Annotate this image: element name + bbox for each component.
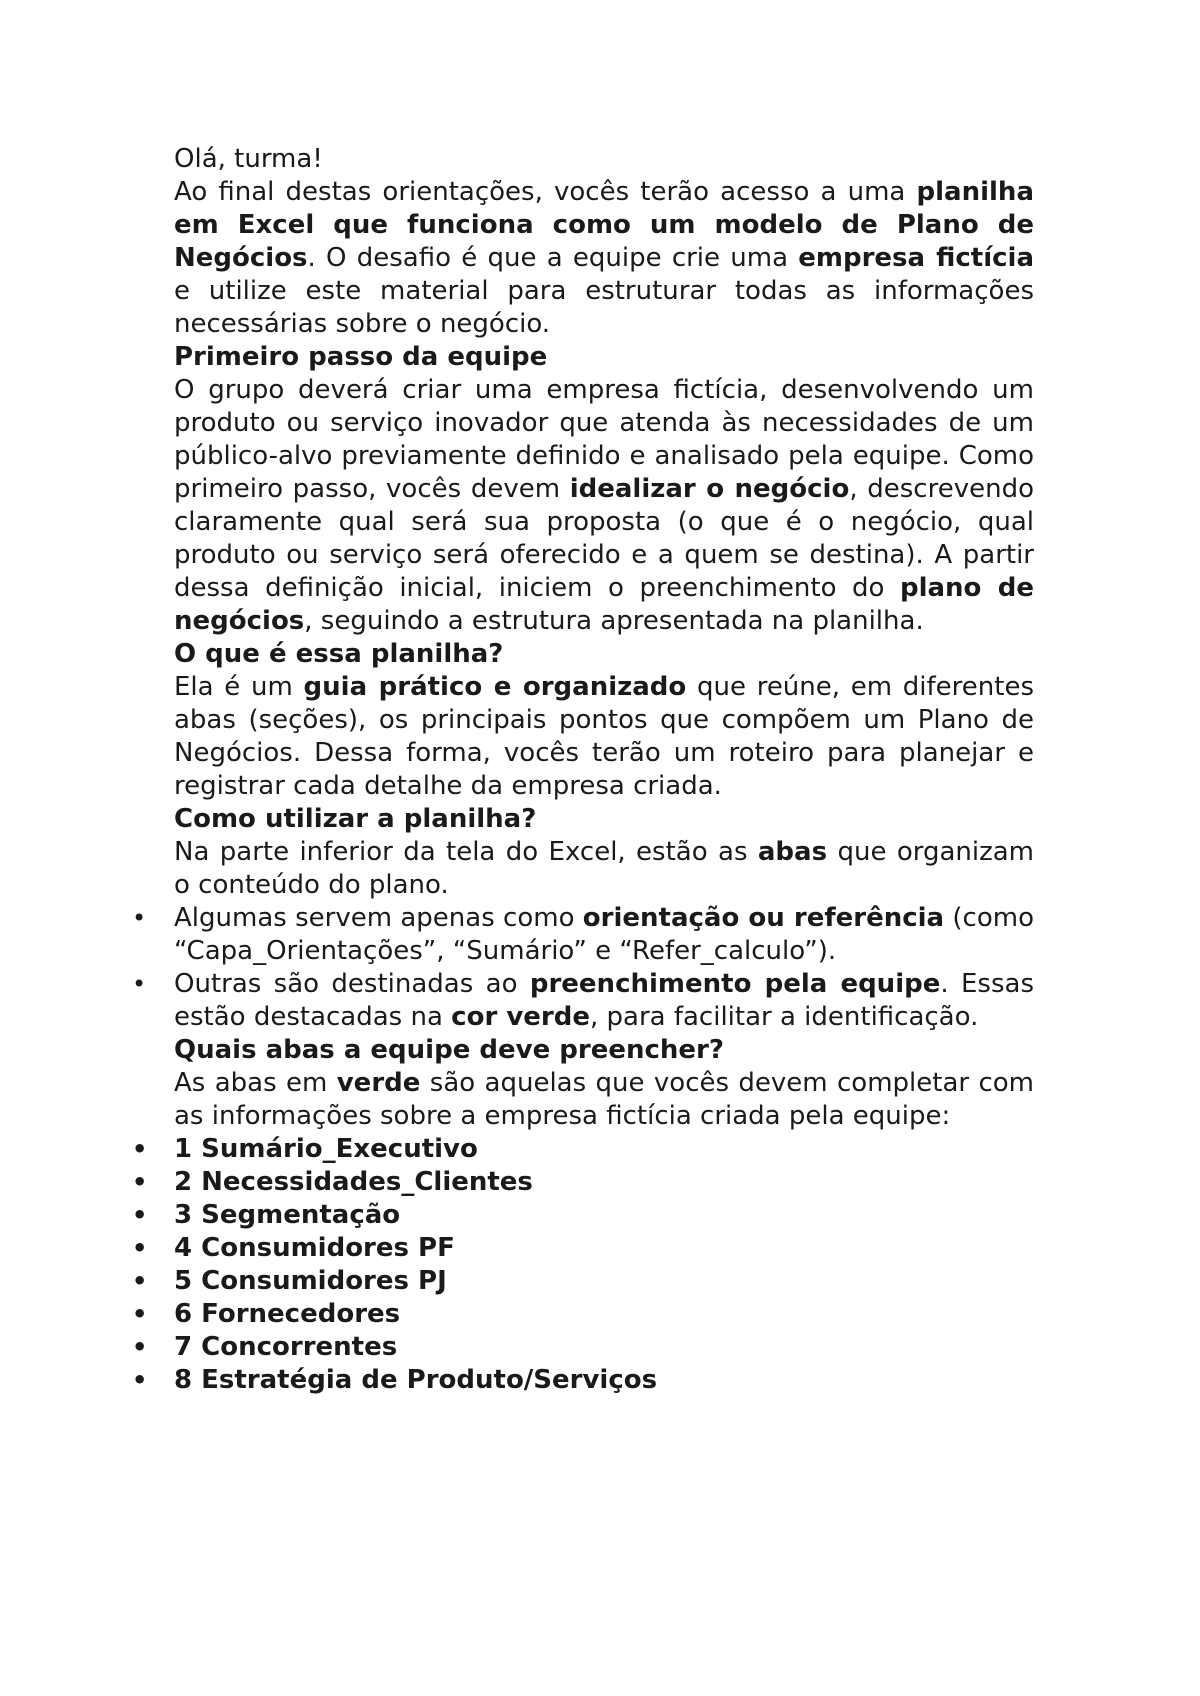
how-to-use-paragraph — [174, 836, 1034, 902]
tab-list-item — [132, 1364, 1034, 1397]
which-tabs-text-1: As abas em — [174, 1068, 337, 1098]
tab-list-item — [132, 1265, 1034, 1298]
tab-list-item-label: 5 Consumidores PJ — [174, 1266, 447, 1296]
first-step-text-2: , descrevendo claramente qual será sua proposta (o que é o negócio, qual produto ou serviço será oferecido e a quem se destina). A partir dessa definição inicial, iniciem o preenchimento do — [174, 474, 1034, 603]
bullet-icon: • — [132, 1168, 148, 1196]
tab-list-item — [132, 1199, 1034, 1232]
tab-list-item — [132, 1331, 1034, 1364]
section-heading-how-to-use: Como utilizar a planilha? — [174, 804, 537, 834]
bullet-bold: preenchimento pela equipe — [529, 969, 941, 999]
bullet-item-fill — [132, 968, 1034, 1034]
bullet-text: Algumas servem apenas como — [174, 903, 583, 933]
tab-list-item — [132, 1298, 1034, 1331]
bullet-text: , para facilitar a identificação. — [589, 1002, 979, 1032]
intro-text-2: . O desafio é que a equipe crie uma — [307, 243, 799, 273]
greeting: Olá, turma! — [174, 144, 323, 174]
first-step-bold-1: idealizar o negócio — [569, 474, 850, 504]
first-step-paragraph — [174, 374, 1034, 638]
bullet-icon: • — [132, 1234, 148, 1262]
what-is-text-2: que reúne, em diferentes abas (seções), os principais pontos que compõem um Plano de Negócios. Dessa forma, vocês terão um roteiro para planejar e registrar cada detalhe da empresa criada. — [174, 672, 1034, 801]
what-is-text-1: Ela é um — [174, 672, 304, 702]
tab-list-item — [132, 1133, 1034, 1166]
bullet-icon: • — [132, 1300, 148, 1328]
intro-bold-2: empresa fictícia — [798, 243, 1034, 273]
document-page — [132, 143, 1035, 1397]
how-to-use-text-1: Na parte inferior da tela do Excel, estão as — [174, 837, 758, 867]
section-heading-what-is: O que é essa planilha? — [174, 639, 504, 669]
intro-text-3: e utilize este material para estruturar todas as informações necessárias sobre o negócio. — [174, 276, 1034, 339]
which-tabs-text-2: são aquelas que vocês devem completar com as informações sobre a empresa fictícia criada pela equipe: — [174, 1068, 1034, 1131]
how-to-use-bold-1: abas — [757, 837, 828, 867]
tab-list-item-label: 2 Necessidades_Clientes — [174, 1167, 533, 1197]
bullet-icon: • — [132, 904, 147, 932]
bullet-text: (como “Capa_Orientações”, “Sumário” e “Refer_calculo”). — [174, 903, 1034, 966]
tab-list-item-label: 8 Estratégia de Produto/Serviços — [174, 1365, 658, 1395]
what-is-bold-1: guia prático e organizado — [303, 672, 687, 702]
bullet-icon: • — [132, 1267, 148, 1295]
bullet-icon: • — [132, 1135, 148, 1163]
bullet-text: . Essas estão destacadas na — [174, 969, 1034, 1032]
bullet-item-reference — [132, 902, 1034, 968]
bullet-icon: • — [132, 970, 147, 998]
tab-list-item-label: 6 Fornecedores — [174, 1299, 401, 1329]
first-step-bold-2: plano de negócios — [174, 573, 1034, 636]
tab-list-item — [132, 1166, 1034, 1199]
tab-list-item-label: 1 Sumário_Executivo — [174, 1134, 478, 1164]
first-step-text-1: O grupo deverá criar uma empresa fictícia, desenvolvendo um produto ou serviço inovador que atenda às necessidades de um público-alvo previamente definido e analisado pela equipe. Como primeiro passo, vocês devem — [174, 375, 1034, 504]
bullet-text: Outras são destinadas ao — [174, 969, 530, 999]
tab-list-item — [132, 1232, 1034, 1265]
section-heading-which-tabs: Quais abas a equipe deve preencher? — [174, 1035, 724, 1065]
which-tabs-bold-1: verde — [336, 1068, 421, 1098]
bullet-icon: • — [132, 1366, 148, 1394]
bullet-icon: • — [132, 1333, 148, 1361]
tab-list-item-label: 7 Concorrentes — [174, 1332, 398, 1362]
tab-list-item-label: 3 Segmentação — [174, 1200, 401, 1230]
what-is-paragraph — [174, 671, 1034, 803]
bullet-bold: orientação ou referência — [582, 903, 945, 933]
bullet-icon: • — [132, 1201, 148, 1229]
section-heading-first-step: Primeiro passo da equipe — [174, 342, 548, 372]
which-tabs-paragraph — [174, 1067, 1034, 1133]
bullet-bold: cor verde — [451, 1002, 590, 1032]
first-step-text-3: , seguindo a estrutura apresentada na planilha. — [304, 606, 924, 636]
intro-bold-1: planilha em Excel que funciona como um modelo de Plano de Negócios — [174, 177, 1034, 273]
intro-text-1: Ao final destas orientações, vocês terão acesso a uma — [174, 177, 917, 207]
tab-list-item-label: 4 Consumidores PF — [174, 1233, 455, 1263]
intro-paragraph — [174, 176, 1034, 341]
how-to-use-text-2: que organizam o conteúdo do plano. — [174, 837, 1035, 900]
tab-list — [132, 1133, 1034, 1397]
